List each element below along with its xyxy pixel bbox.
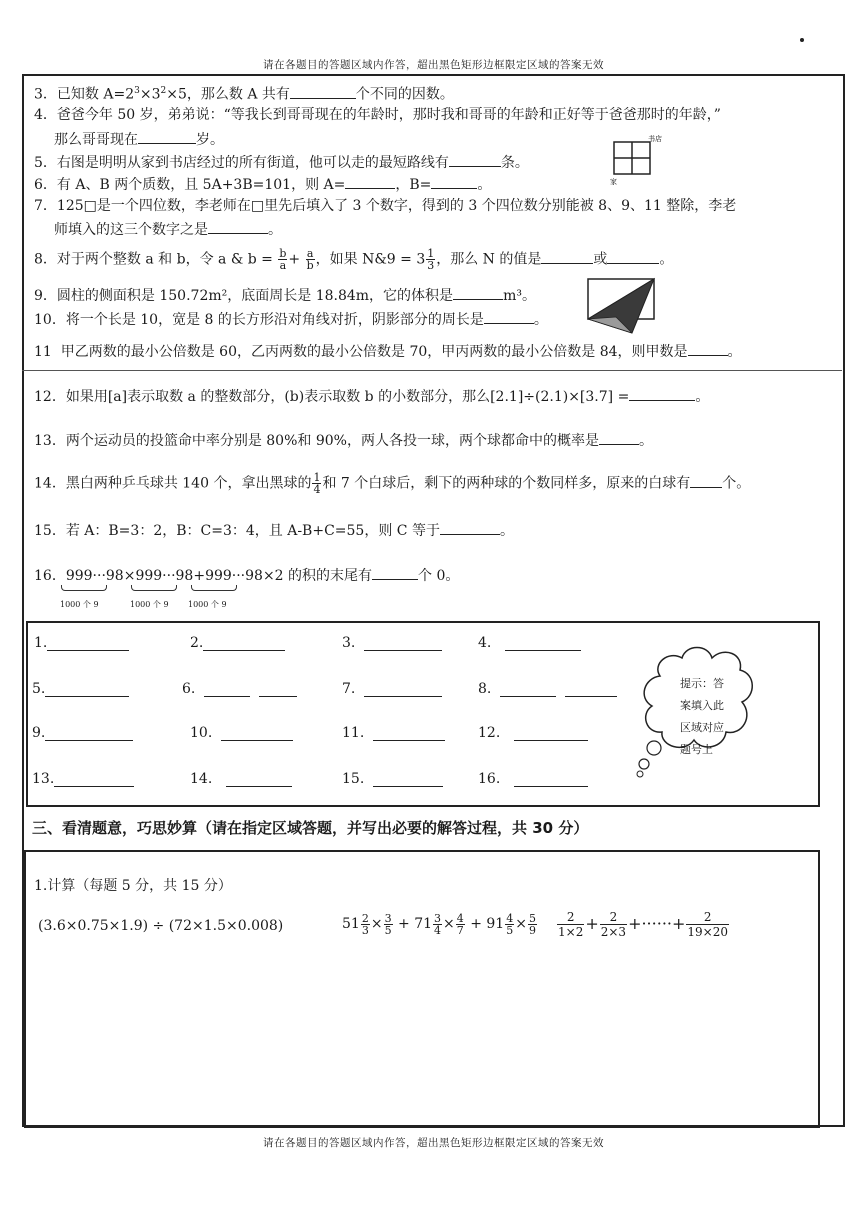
question-11: 11 甲乙两数的最小公倍数是 60，乙丙两数的最小公倍数是 70，甲丙两数的最小公倍数是 84，则甲数是 。 <box>34 341 742 361</box>
question-9: 9．圆柱的侧面积是 150.72m²，底面周长是 18.84m，它的体积是 m³。 <box>34 285 536 305</box>
answer-label-15: 15. <box>342 770 443 787</box>
answer-field-11[interactable] <box>373 724 445 741</box>
answer-field-6b[interactable] <box>259 680 297 697</box>
answer-field-14[interactable] <box>226 770 292 787</box>
answer-label-16: 16. <box>478 770 588 787</box>
answer-field-12[interactable] <box>514 724 588 741</box>
question-4-line1: 4．爸爸今年 50 岁，弟弟说：“等我长到哥哥现在的年龄时，那时我和哥哥的年龄和正好等于爸爸那时的年龄，” <box>34 107 721 123</box>
calc-expr-1: (3.6×0.75×1.9) ÷ (72×1.5×0.008) <box>38 918 284 934</box>
q3-answer-blank[interactable] <box>290 84 356 99</box>
question-4-line2: 那么哥哥现在 岁。 <box>54 129 224 149</box>
answer-label-3: 3. <box>342 634 442 651</box>
question-14: 14．黑白两种乒乓球共 140 个，拿出黑球的 $\frac{1}{4}$ 和 7 个白球后，剩下的两种球的个数同样多，原来的白球有 个。 <box>34 471 751 496</box>
answer-label-1: 1. <box>34 634 129 651</box>
underbrace-3 <box>191 585 237 591</box>
q8-frac-a-over-b: $\frac{a}{b}$ <box>306 247 314 272</box>
q5-answer-blank[interactable] <box>449 152 501 167</box>
header-notice: 请在各题目的答题区域内作答，超出黑色矩形边框限定区域的答案无效 <box>263 59 604 71</box>
underbrace-label-2: 1000 个 9 <box>130 600 169 609</box>
question-6: 6．有 A、B 两个质数，且 5A+3B=101，则 A= ，B= 。 <box>34 174 491 194</box>
hint-line-1: 提示：答 <box>680 677 724 690</box>
q14-answer-blank[interactable] <box>690 473 722 488</box>
q9-answer-blank[interactable] <box>453 285 503 300</box>
answer-field-7[interactable] <box>364 680 442 697</box>
answer-label-8: 8. <box>478 680 617 697</box>
answer-field-4[interactable] <box>505 634 581 651</box>
question-15: 15．若 A：B=3：2，B：C=3：4，且 A-B+C=55，则 C 等于 。 <box>34 520 514 540</box>
underbrace-1 <box>61 585 107 591</box>
answer-field-6a[interactable] <box>204 680 250 697</box>
q8-frac-b-over-a: $\frac{b}{a}$ <box>279 247 287 272</box>
underbrace-2 <box>131 585 177 591</box>
question-16: 16．999···98×999···98+999···98×2 的积的末尾有 个 0。 <box>34 565 459 585</box>
q15-answer-blank[interactable] <box>440 520 500 535</box>
bookstore-label: 书店 <box>648 135 662 143</box>
question-10: 10．将一个长是 10，宽是 8 的长方形沿对角线对折，阴影部分的周长是 。 <box>34 309 548 329</box>
answer-field-16[interactable] <box>514 770 588 787</box>
q11-answer-blank[interactable] <box>688 341 728 356</box>
question-5: 5．右图是明明从家到书店经过的所有街道，他可以走的最短路线有 条。 <box>34 152 529 172</box>
question-8: 8．对于两个整数 a 和 b，令 a & b = $\frac{b}{a}$ + $\frac{a}{b}$ ，如果 N&9 = 3 $\frac{1}{3}$ ，那么 N 的值是 或 。 <box>34 247 674 272</box>
underbrace-label-1: 1000 个 9 <box>60 600 99 609</box>
answer-label-9: 9. <box>32 724 133 741</box>
answer-field-2[interactable] <box>203 634 285 651</box>
answer-label-13: 13. <box>32 770 134 787</box>
q13-answer-blank[interactable] <box>599 430 639 445</box>
q8-answer-blank-1[interactable] <box>541 249 593 264</box>
question-7-line1: 7．125□是一个四位数，李老师在□里先后填入了 3 个数字，得到的 3 个四位数分别能被 8、9、11 整除，李老 <box>34 198 737 214</box>
hint-line-2: 案填入此 <box>680 699 724 712</box>
footer-notice: 请在各题目的答题区域内作答，超出黑色矩形边框限定区域的答案无效 <box>263 1137 604 1149</box>
question-7-line2: 师填入的这三个数字之是 。 <box>54 219 282 239</box>
street-grid-figure <box>608 134 668 194</box>
answer-field-8b[interactable] <box>565 680 617 697</box>
q10-answer-blank[interactable] <box>484 309 534 324</box>
answer-field-9[interactable] <box>45 724 133 741</box>
answer-field-5[interactable] <box>45 680 129 697</box>
q14-frac-one-quarter: $\frac{1}{4}$ <box>313 471 321 496</box>
answer-label-2: 2. <box>190 634 285 651</box>
q6-answer-blank-a[interactable] <box>345 174 395 189</box>
answer-label-10: 10. <box>190 724 293 741</box>
question-13: 13．两个运动员的投篮命中率分别是 80%和 90%，两人各投一球，两个球都命中的概率是 。 <box>34 430 653 450</box>
section-divider <box>22 370 842 371</box>
answer-field-15[interactable] <box>373 770 443 787</box>
q6-answer-blank-b[interactable] <box>431 174 477 189</box>
q4-answer-blank[interactable] <box>138 129 196 144</box>
answer-field-8a[interactable] <box>500 680 556 697</box>
answer-field-3[interactable] <box>364 634 442 651</box>
home-label: 家 <box>610 178 617 186</box>
q16-answer-blank[interactable] <box>372 565 418 580</box>
answer-label-14: 14. <box>190 770 292 787</box>
question-3: 3．已知数 $A=2^3\times 3^2\times 5$，那么数 A 共有 个不同的因数。 <box>34 82 454 104</box>
underbrace-label-3: 1000 个 9 <box>188 600 227 609</box>
answer-label-7: 7. <box>342 680 442 697</box>
answer-label-12: 12. <box>478 724 588 741</box>
answer-field-1[interactable] <box>47 634 129 651</box>
corner-dot <box>800 38 804 42</box>
answer-label-5: 5. <box>32 680 129 697</box>
answer-label-4: 4. <box>478 634 581 651</box>
answer-field-13[interactable] <box>54 770 134 787</box>
calc-subtitle: 1.计算（每题 5 分，共 15 分） <box>34 878 232 894</box>
answer-field-10[interactable] <box>221 724 293 741</box>
hint-line-3: 区域对应 <box>680 721 724 734</box>
calc-expr-3: $\frac{2}{1\times 2}$ + $\frac{2}{2\times 3}$ +······+ $\frac{2}{19\times 20}$ <box>558 910 728 939</box>
q7-answer-blank[interactable] <box>208 219 268 234</box>
section-3-title: 三、看清题意，巧思妙算（请在指定区域答题，并写出必要的解答过程，共 30 分） <box>32 819 589 837</box>
calc-expr-2: 51 $\frac{2}{3}$ × $\frac{3}{5}$ + 71 $\frac{3}{4}$ × $\frac{4}{7}$ + 91 $\frac{4}{5}$ × $\frac{5}{9}$ <box>342 911 536 937</box>
folded-rectangle-figure <box>586 277 660 335</box>
q8-frac-one-third: $\frac{1}{3}$ <box>427 247 435 272</box>
hint-line-4: 题号上 <box>680 743 713 756</box>
answer-label-11: 11. <box>342 724 445 741</box>
answer-label-6: 6. <box>182 680 297 697</box>
q12-answer-blank[interactable] <box>629 386 695 401</box>
q8-answer-blank-2[interactable] <box>607 249 659 264</box>
question-12: 12．如果用[a]表示取数 a 的整数部分，(b)表示取数 b 的小数部分，那么[2.1]÷(2.1)×[3.7] = 。 <box>34 386 709 406</box>
